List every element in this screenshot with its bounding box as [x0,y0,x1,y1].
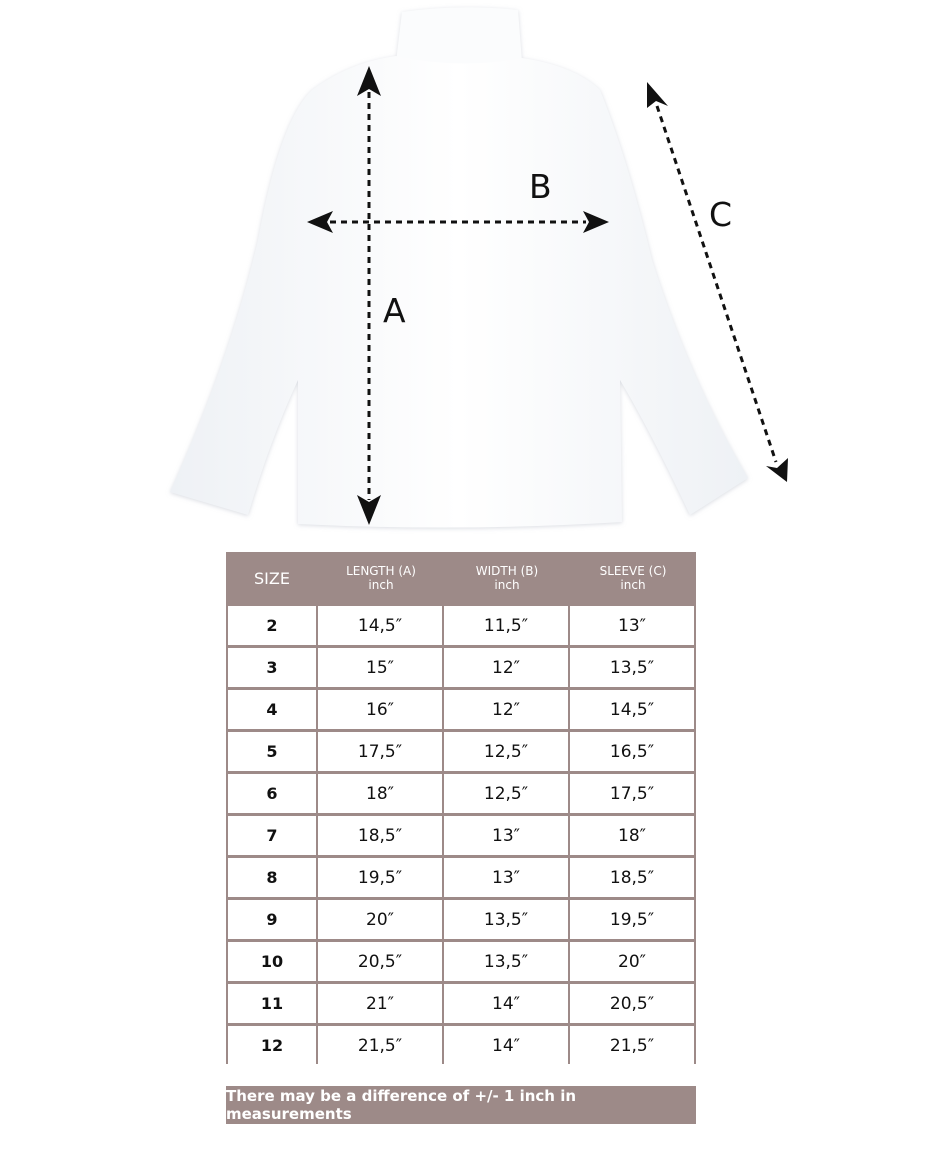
cell-sleeve: 20,5″ [570,984,694,1023]
cell-size: 11 [228,984,316,1023]
cell-width: 12,5″ [444,732,568,771]
collar-shape [396,7,522,67]
cell-width: 11,5″ [444,606,568,645]
cell-size: 2 [228,606,316,645]
cell-width: 12,5″ [444,774,568,813]
cell-length: 16″ [318,690,442,729]
cell-length: 15″ [318,648,442,687]
cell-size: 7 [228,816,316,855]
header-width: WIDTH (B) inch [475,564,539,592]
cell-width: 12″ [444,648,568,687]
cell-width: 14″ [444,1026,568,1065]
cell-size: 8 [228,858,316,897]
garment-figure [0,0,925,540]
cell-width: 14″ [444,984,568,1023]
cell-length: 20,5″ [318,942,442,981]
cell-width: 13,5″ [444,942,568,981]
cell-sleeve: 18″ [570,816,694,855]
cell-length: 20″ [318,900,442,939]
cell-length: 18″ [318,774,442,813]
turtleneck-illustration [0,0,925,540]
cell-size: 3 [228,648,316,687]
cell-width: 13″ [444,816,568,855]
cell-sleeve: 21,5″ [570,1026,694,1065]
cell-sleeve: 20″ [570,942,694,981]
arrowhead-c-top [647,82,668,108]
cell-sleeve: 13,5″ [570,648,694,687]
label-a: A [383,291,406,330]
header-size: SIZE [254,568,290,588]
cell-sleeve: 16,5″ [570,732,694,771]
cell-sleeve: 17,5″ [570,774,694,813]
cell-length: 17,5″ [318,732,442,771]
cell-size: 4 [228,690,316,729]
header-length: LENGTH (A) inch [346,564,416,592]
cell-length: 21,5″ [318,1026,442,1065]
cell-sleeve: 18,5″ [570,858,694,897]
size-chart-table [226,552,696,1064]
label-b: B [529,167,552,206]
cell-size: 5 [228,732,316,771]
cell-sleeve: 13″ [570,606,694,645]
cell-width: 13,5″ [444,900,568,939]
cell-width: 13″ [444,858,568,897]
cell-sleeve: 19,5″ [570,900,694,939]
header-sleeve: SLEEVE (C) inch [599,564,667,592]
cell-width: 12″ [444,690,568,729]
cell-length: 19,5″ [318,858,442,897]
cell-length: 14,5″ [318,606,442,645]
cell-size: 10 [228,942,316,981]
cell-length: 21″ [318,984,442,1023]
cell-sleeve: 14,5″ [570,690,694,729]
label-c: C [709,195,733,234]
cell-size: 6 [228,774,316,813]
cell-length: 18,5″ [318,816,442,855]
measurement-note: There may be a difference of +/- 1 inch in measurements [226,1086,696,1124]
cell-size: 12 [228,1026,316,1065]
shirt-body-shape [170,56,748,528]
cell-size: 9 [228,900,316,939]
